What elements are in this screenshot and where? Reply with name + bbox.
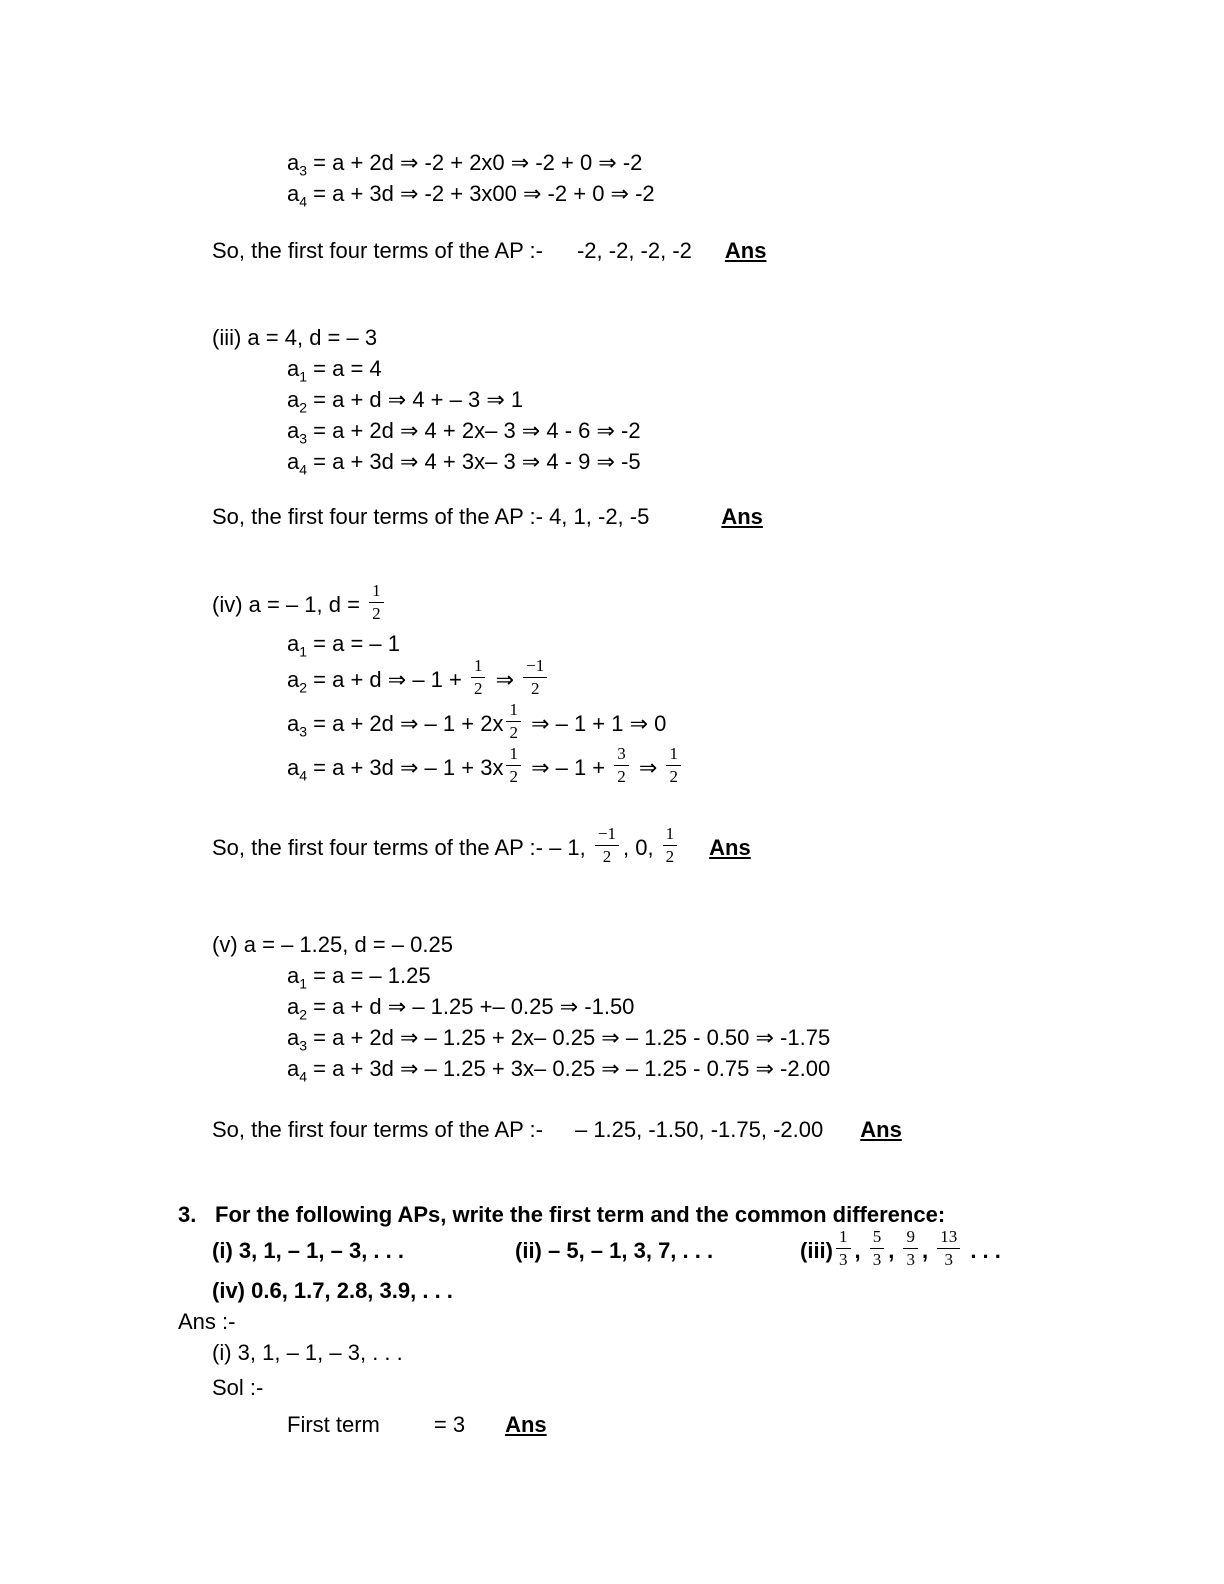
text-segment: a — [287, 711, 300, 737]
subscript: 4 — [299, 461, 308, 478]
text-segment: , — [921, 1238, 935, 1264]
fraction-denominator: 2 — [372, 603, 381, 623]
text-segment: = a + 2d ⇒ -2 + 2x0 ⇒ -2 + 0 ⇒ -2 — [307, 150, 643, 175]
fraction-numerator: 1 — [369, 581, 384, 603]
fraction-numerator: 1 — [506, 700, 521, 722]
text-segment: a — [287, 181, 300, 206]
text-segment: = a + d ⇒ – 1 + — [307, 666, 468, 692]
eq-a4-line — [0, 446, 1224, 477]
subscript: 2 — [299, 679, 308, 696]
text-segment: (iv) a = – 1, d = — [212, 591, 367, 617]
vertical-gap — [0, 532, 1224, 584]
fraction — [836, 1227, 851, 1269]
answer-label: Ans — [724, 238, 767, 263]
eq-a3-line — [0, 1022, 1224, 1053]
fraction — [663, 824, 678, 866]
text-segment: = a + 3d ⇒ – 1.25 + 3x– 0.25 ⇒ – 1.25 - 0.75 ⇒ -2.00 — [307, 1056, 831, 1082]
text-segment: a — [287, 356, 300, 381]
fraction — [903, 1227, 918, 1269]
text-segment: a — [287, 418, 300, 443]
fraction-denominator: 2 — [530, 678, 540, 698]
subscript: 3 — [299, 162, 308, 179]
text-segment: Ans :- — [178, 1308, 236, 1334]
eq-a4-line — [0, 744, 1224, 791]
fraction-denominator: 2 — [665, 846, 675, 866]
subscript: 4 — [299, 193, 308, 210]
vertical-gap — [0, 209, 1224, 235]
fraction-numerator: 1 — [506, 744, 521, 766]
text-segment: ⇒ — [632, 755, 664, 781]
text-segment: So, the first four terms of the AP :- — [212, 1117, 543, 1143]
text-segment: = a = – 1 — [307, 631, 401, 657]
vertical-gap — [0, 1084, 1224, 1114]
fraction-denominator: 3 — [944, 1250, 953, 1270]
subscript: 4 — [299, 1068, 308, 1085]
fraction — [666, 744, 681, 786]
text-segment: = a + d ⇒ – 1.25 +– 0.25 ⇒ -1.50 — [307, 994, 635, 1020]
subscript: 3 — [299, 1037, 308, 1054]
text-segment: First term — [287, 1411, 380, 1437]
text-segment: For the following APs, write the first term and the common difference: — [215, 1202, 946, 1228]
text-segment: (i) 3, 1, – 1, – 3, . . . — [212, 1339, 403, 1365]
text-segment: = 3 — [433, 1411, 466, 1437]
text-segment: , — [854, 1238, 867, 1264]
text-segment: Sol :- — [212, 1374, 264, 1400]
eq-a4-line — [0, 178, 1224, 209]
text-segment: = a + 3d ⇒ 4 + 3x– 3 ⇒ 4 - 9 ⇒ -5 — [307, 449, 641, 474]
subscript: 2 — [299, 399, 308, 416]
fraction-numerator: 5 — [870, 1227, 885, 1249]
fraction-numerator: −1 — [523, 656, 547, 678]
eq-a3-line — [0, 415, 1224, 446]
text-segment: a — [287, 387, 300, 412]
text-segment: = a + 3d ⇒ – 1 + 3x — [307, 755, 504, 781]
subscript: 4 — [299, 767, 308, 784]
subscript: 1 — [299, 975, 308, 992]
text-segment: , — [888, 1238, 901, 1264]
text-segment: So, the first four terms of the AP :- — [212, 238, 543, 263]
vertical-gap — [0, 791, 1224, 827]
text-segment: = a = – 1.25 — [307, 963, 431, 989]
fraction — [369, 581, 384, 623]
fraction-denominator: 2 — [473, 678, 483, 698]
ap-answer-line — [0, 235, 1224, 266]
answer-label: Ans — [721, 504, 763, 529]
eq-a3-line — [0, 147, 1224, 178]
text-segment: a — [287, 666, 300, 692]
fraction-denominator: 2 — [617, 766, 626, 786]
text-segment: = a + 3d ⇒ -2 + 3x00 ⇒ -2 + 0 ⇒ -2 — [307, 181, 655, 206]
first-term-answer-line — [0, 1409, 1224, 1440]
text-segment: a — [287, 631, 300, 657]
ap-answer-line — [0, 501, 1224, 532]
fraction-denominator: 2 — [602, 846, 612, 866]
fraction-numerator: −1 — [595, 824, 619, 846]
subscript: 1 — [299, 368, 308, 385]
fraction-denominator: 2 — [669, 766, 678, 786]
text-segment: a — [287, 150, 300, 175]
subscript: 2 — [299, 1006, 308, 1023]
eq-a4-line — [0, 1053, 1224, 1084]
fraction-denominator: 3 — [906, 1250, 915, 1270]
section-iii-header — [0, 322, 1224, 353]
fraction — [937, 1227, 960, 1269]
fraction-numerator: 1 — [471, 656, 486, 678]
text-segment: (iii) — [800, 1238, 833, 1264]
ans-label-line — [0, 1306, 1224, 1337]
fraction — [523, 656, 547, 698]
text-segment: -2, -2, -2, -2 — [576, 238, 692, 263]
ap-answer-line — [0, 1114, 1224, 1145]
text-segment: – 1.25, -1.50, -1.75, -2.00 — [574, 1117, 824, 1143]
subscript: 1 — [299, 643, 308, 660]
question-3-header — [0, 1199, 1224, 1230]
text-segment: . . . — [964, 1238, 1001, 1264]
text-segment: (i) 3, 1, – 1, – 3, . . . — [212, 1238, 404, 1264]
eq-a1-line — [0, 628, 1224, 659]
text-segment: ⇒ — [489, 666, 521, 692]
answer-label: Ans — [860, 1117, 902, 1143]
text-segment: (ii) – 5, – 1, 3, 7, . . . — [515, 1238, 714, 1264]
fraction-denominator: 3 — [839, 1250, 848, 1270]
eq-a1-line — [0, 960, 1224, 991]
text-segment: = a + 2d ⇒ – 1.25 + 2x– 0.25 ⇒ – 1.25 - 0.50 ⇒ -1.75 — [307, 1025, 831, 1051]
vertical-gap — [0, 477, 1224, 501]
text-segment: a — [287, 994, 300, 1020]
fraction-numerator: 1 — [663, 824, 678, 846]
text-segment: = a + 2d ⇒ 4 + 2x– 3 ⇒ 4 - 6 ⇒ -2 — [307, 418, 641, 443]
text-segment: ⇒ – 1 + — [524, 755, 612, 781]
eq-a2-line — [0, 384, 1224, 415]
fraction-denominator: 2 — [509, 766, 518, 786]
section-iv-header — [0, 581, 1224, 628]
q3-part-i-restated — [0, 1337, 1224, 1368]
fraction-numerator: 13 — [937, 1227, 960, 1249]
fraction — [506, 744, 521, 786]
fraction-denominator: 3 — [872, 1250, 882, 1270]
answer-label: Ans — [505, 1411, 547, 1437]
text-segment: So, the first four terms of the AP :- – 1, — [212, 835, 592, 861]
fraction — [870, 1227, 885, 1269]
text-segment: 3. — [178, 1202, 197, 1228]
fraction — [471, 656, 486, 698]
sol-label-line — [0, 1372, 1224, 1403]
eq-a2-line — [0, 991, 1224, 1022]
fraction-numerator: 1 — [666, 744, 681, 766]
subscript: 3 — [299, 430, 308, 447]
answer-label: Ans — [709, 835, 751, 861]
text-segment: = a + 2d ⇒ – 1 + 2x — [307, 711, 504, 737]
text-segment: , 0, — [622, 835, 660, 861]
text-segment: = a + d ⇒ 4 + – 3 ⇒ 1 — [307, 387, 524, 412]
text-segment: = a = 4 — [307, 356, 382, 381]
text-segment: ⇒ – 1 + 1 ⇒ 0 — [524, 711, 667, 737]
subscript: 3 — [299, 723, 308, 740]
section-v-header — [0, 929, 1224, 960]
vertical-gap — [0, 871, 1224, 929]
fraction-denominator: 2 — [509, 722, 518, 742]
text-segment: (iv) 0.6, 1.7, 2.8, 3.9, . . . — [212, 1277, 453, 1303]
eq-a2-line — [0, 656, 1224, 703]
eq-a3-line — [0, 700, 1224, 747]
text-segment: a — [287, 1056, 300, 1082]
fraction-numerator: 3 — [614, 744, 629, 766]
text-segment: So, the first four terms of the AP :- 4, 1, -2, -5 — [212, 504, 650, 529]
text-segment: a — [287, 963, 300, 989]
fraction — [614, 744, 629, 786]
fraction — [506, 700, 521, 742]
text-segment: (iii) a = 4, d = – 3 — [212, 325, 378, 350]
question-3-options-row-1 — [0, 1227, 1224, 1274]
fraction-numerator: 1 — [836, 1227, 851, 1249]
vertical-gap — [0, 1145, 1224, 1199]
vertical-gap — [0, 266, 1224, 322]
text-segment: (v) a = – 1.25, d = – 0.25 — [212, 932, 453, 958]
fraction-numerator: 9 — [903, 1227, 918, 1249]
eq-a1-line — [0, 353, 1224, 384]
text-segment: a — [287, 755, 300, 781]
question-3-options-row-2 — [0, 1275, 1224, 1306]
text-segment: a — [287, 449, 300, 474]
fraction — [595, 824, 619, 866]
text-segment: a — [287, 1025, 300, 1051]
ap-answer-line — [0, 824, 1224, 871]
